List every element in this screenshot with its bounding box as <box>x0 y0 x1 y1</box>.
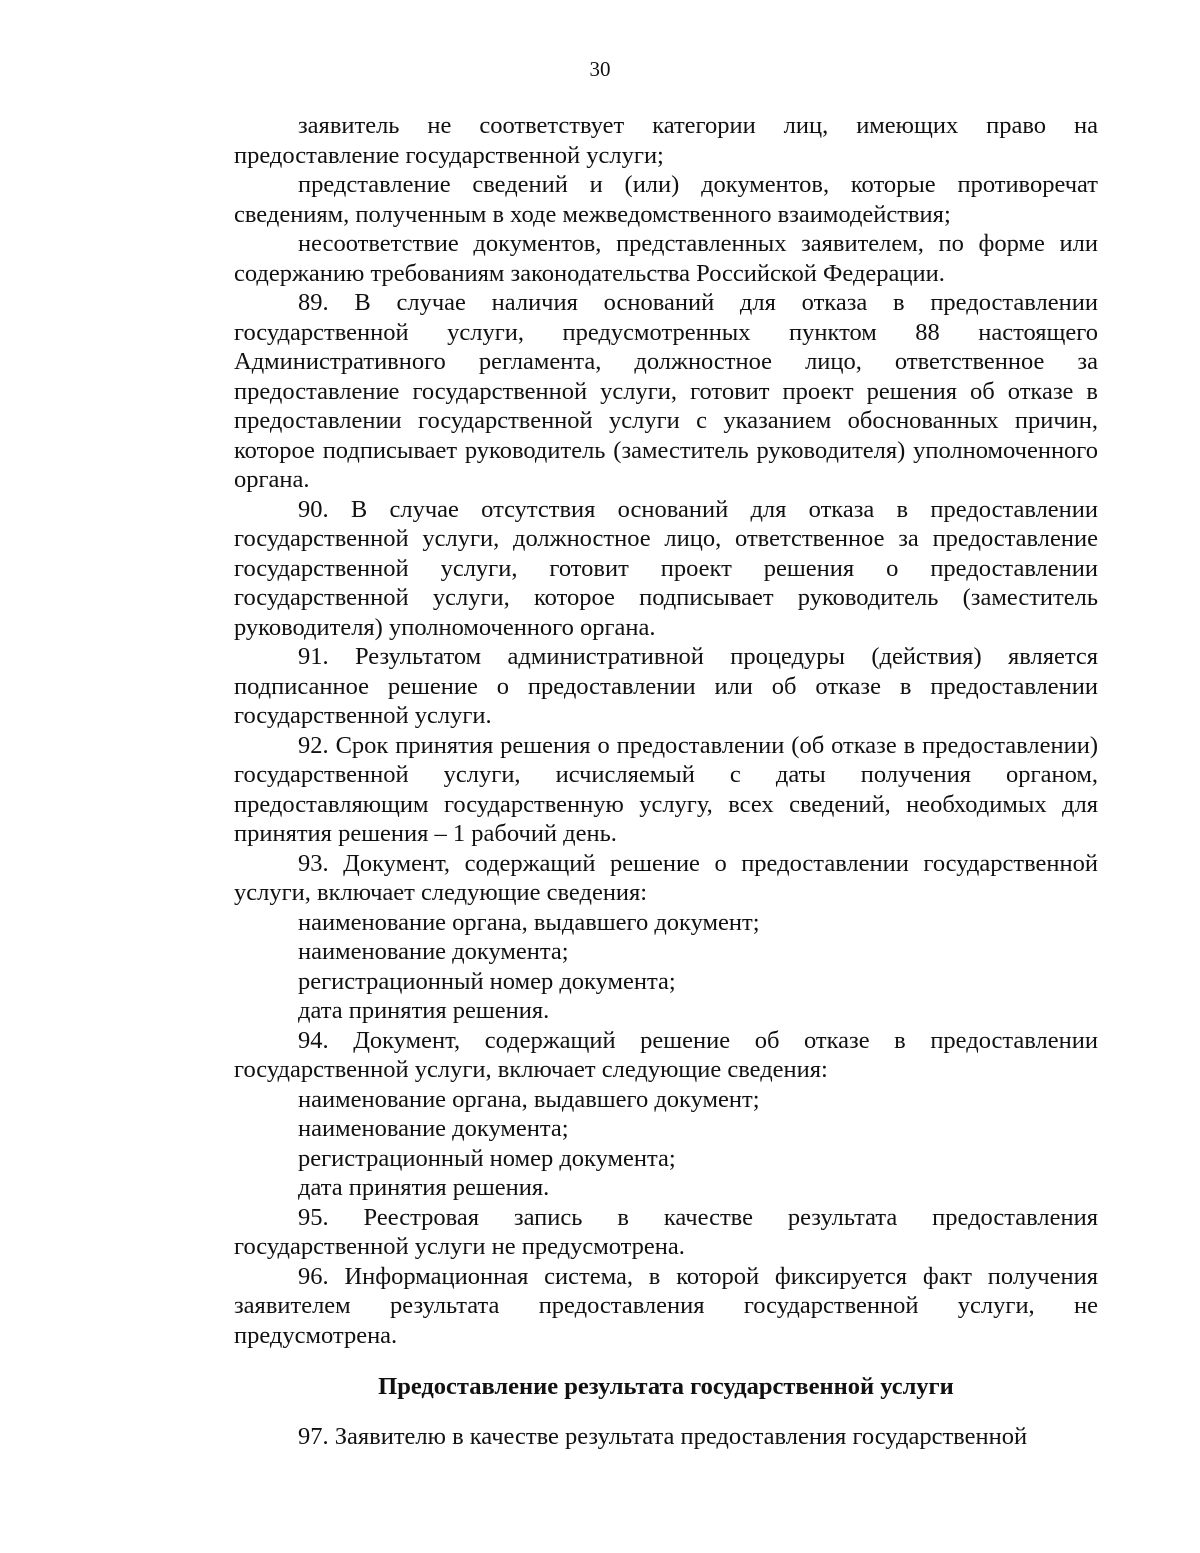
list-item-document-name: наименование документа; <box>298 938 569 965</box>
paragraph-97: 97. Заявителю в качестве результата предоставления государственной <box>298 1422 1028 1450</box>
section-heading: Предоставление результата государственной услуги <box>378 1373 954 1400</box>
paragraph-document-mismatch: несоответствие документов, представленных заявителем, по форме или содержанию требованиям законодательства Российской Федерации. <box>234 230 1098 287</box>
list-item-issuing-authority: наименование органа, выдавшего документ; <box>298 1085 760 1113</box>
document-body <box>234 111 1098 1451</box>
page-number: 30 <box>589 57 611 81</box>
list-item-registration-number: регистрационный номер документа; <box>298 967 676 995</box>
list-item-decision-date: дата принятия решения. <box>298 997 550 1024</box>
paragraph-applicant-category: заявитель не соответствует категории лиц, имеющих право на предоставление государственной услуги; <box>234 112 1098 169</box>
list-item-issuing-authority: наименование органа, выдавшего документ; <box>298 908 760 936</box>
paragraph-92: 92. Срок принятия решения о предоставлении (об отказе в предоставлении) государственной услуги, исчисляемый с даты получения органом, предоставляющим государственную услугу, всех сведений, необходимых для принятия решения – 1 рабочий день. <box>234 731 1098 847</box>
list-item-decision-date: дата принятия решения. <box>298 1174 550 1201</box>
paragraph-96: 96. Информационная система, в которой фиксируется факт получения заявителем результата предоставления государственной услуги, не предусмотрена. <box>234 1262 1098 1349</box>
paragraph-93: 93. Документ, содержащий решение о предоставлении государственной услуги, включает следующие сведения: <box>234 849 1098 906</box>
paragraph-90: 90. В случае отсутствия оснований для отказа в предоставлении государственной услуги, должностное лицо, ответственное за предоставление государственной услуги, готовит проект решения о предоставлении государственной услуги, которое подписывает руководитель (заместитель руководителя) уполномоченного органа. <box>234 495 1098 641</box>
paragraph-contradicting-info: представление сведений и (или) документов, которые противоречат сведениям, полученным в ходе межведомственного взаимодействия; <box>234 171 1098 228</box>
list-item-document-name: наименование документа; <box>298 1115 569 1142</box>
paragraph-91: 91. Результатом административной процедуры (действия) является подписанное решение о предоставлении или об отказе в предоставлении государственной услуги. <box>234 643 1098 729</box>
paragraph-94: 94. Документ, содержащий решение об отказе в предоставлении государственной услуги, включает следующие сведения: <box>234 1026 1098 1083</box>
paragraph-95: 95. Реестровая запись в качестве результата предоставления государственной услуги не предусмотрена. <box>234 1203 1098 1260</box>
paragraph-89: 89. В случае наличия оснований для отказа в предоставлении государственной услуги, предусмотренных пунктом 88 настоящего Административного регламента, должностное лицо, ответственное за предоставление государственной услуги, готовит проект решения об отказе в предоставлении государственной услуги с указанием обоснованных причин, которое подписывает руководитель (заместитель руководителя) уполномоченного органа. <box>234 289 1098 493</box>
list-item-registration-number: регистрационный номер документа; <box>298 1144 676 1172</box>
